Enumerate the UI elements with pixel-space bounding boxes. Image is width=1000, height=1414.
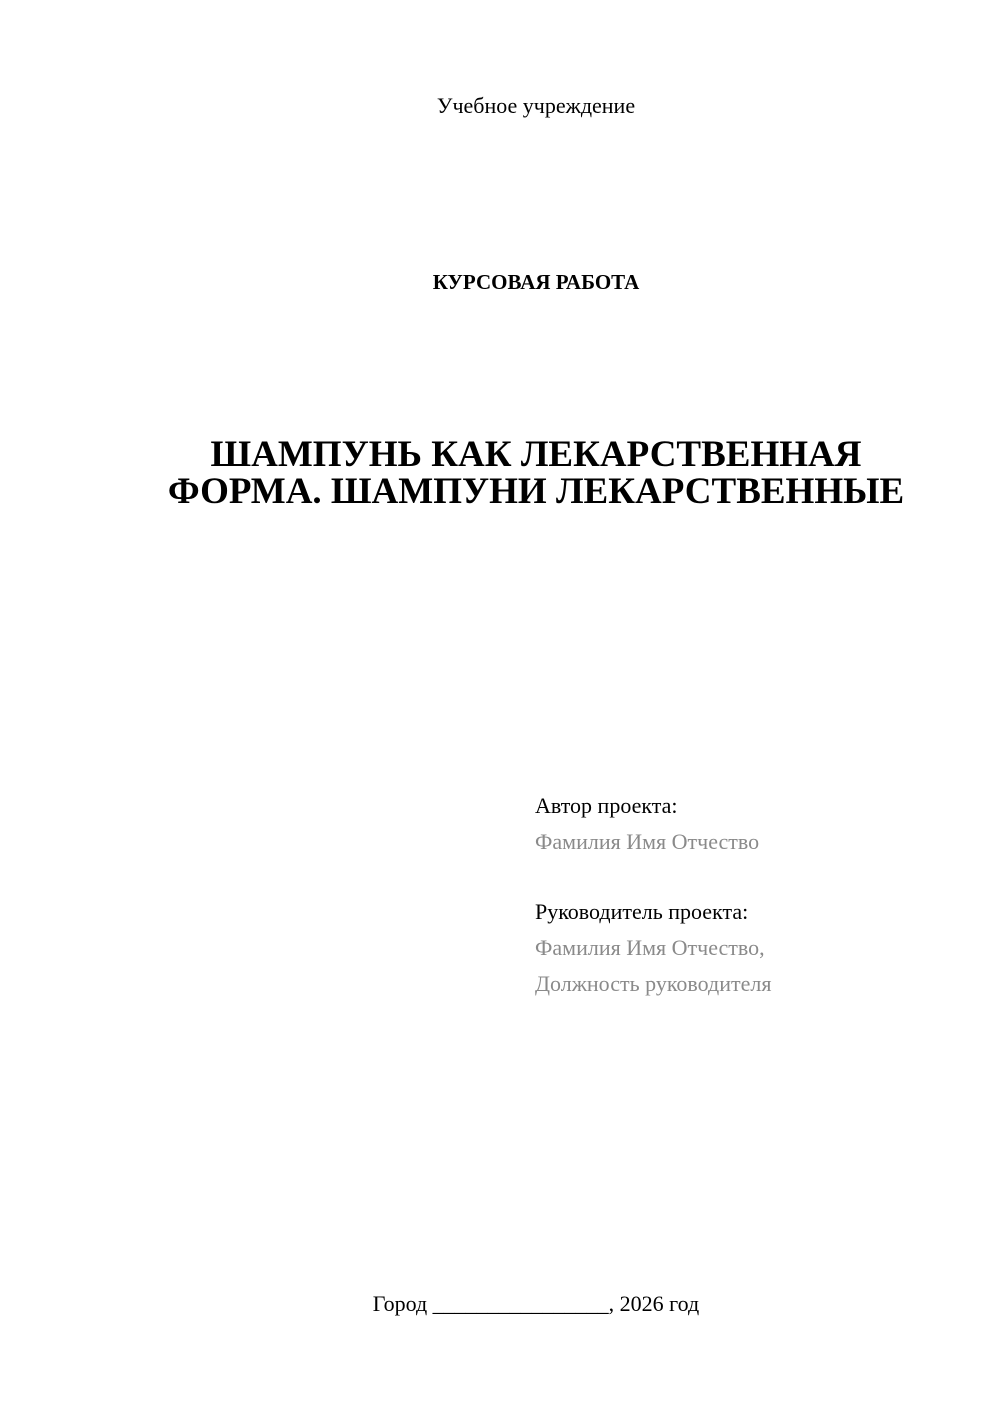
supervisor-name: Фамилия Имя Отчество, xyxy=(535,935,765,960)
author-name: Фамилия Имя Отчество xyxy=(535,829,760,854)
project-info xyxy=(535,788,975,1002)
city-year-line: Город ________________, 2026 год xyxy=(372,1291,700,1316)
supervisor-label: Руководитель проекта: xyxy=(535,899,749,924)
title-line-2: ФОРМА. ШАМПУНИ ЛЕКАРСТВЕННЫЕ xyxy=(167,471,905,512)
institution-name: Учебное учреждение xyxy=(436,93,636,118)
document-type: КУРСОВАЯ РАБОТА xyxy=(432,270,640,294)
document-title xyxy=(120,436,952,510)
spacer xyxy=(535,860,975,894)
author-label: Автор проекта: xyxy=(535,793,678,818)
supervisor-position: Должность руководителя xyxy=(535,971,772,996)
title-line-1: ШАМПУНЬ КАК ЛЕКАРСТВЕННАЯ xyxy=(210,434,862,475)
